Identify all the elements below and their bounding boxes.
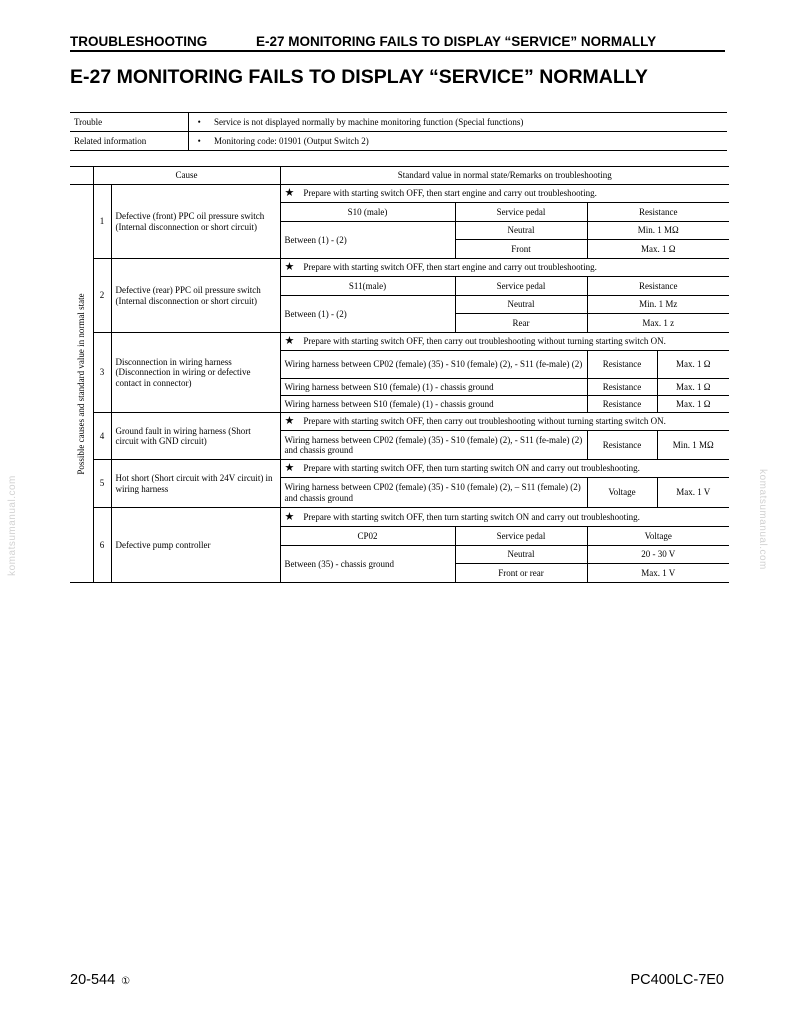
- table-row: [70, 259, 729, 277]
- standard-value: Max. 1 Ω: [657, 379, 729, 396]
- revision-mark: ①: [121, 976, 131, 987]
- info-row-related: [70, 132, 727, 151]
- cause-text: Defective pump controller: [111, 508, 280, 583]
- measure-type: Resistance: [587, 396, 657, 413]
- measure-point: Between (35) - chassis ground: [280, 546, 455, 583]
- header-title: E-27 MONITORING FAILS TO DISPLAY “SERVICE” NORMALLY: [256, 34, 657, 49]
- measure-header: Resistance: [587, 203, 729, 222]
- connector-header: CP02: [280, 527, 455, 546]
- cause-number: 4: [93, 413, 111, 460]
- table-row: [70, 413, 729, 431]
- condition: Rear: [455, 314, 587, 333]
- measure-header: Resistance: [587, 277, 729, 296]
- harness-description: Wiring harness between CP02 (female) (35) - S10 (female) (2), - S11 (fe-male) (2): [280, 351, 587, 379]
- table-header-row: [70, 167, 729, 185]
- standard-value: Max. 1 Ω: [657, 396, 729, 413]
- condition-header: Service pedal: [455, 203, 587, 222]
- page-title: E-27 MONITORING FAILS TO DISPLAY “SERVICE” NORMALLY: [70, 66, 648, 88]
- standard-value: Max. 1 z: [587, 314, 729, 333]
- bullet: •: [188, 113, 210, 132]
- info-label: Related information: [70, 132, 188, 151]
- star-icon: ★: [284, 462, 295, 475]
- header-section: TROUBLESHOOTING: [70, 34, 208, 49]
- note-row: [280, 460, 729, 478]
- harness-description: Wiring harness between S10 (female) (1) - chassis ground: [280, 379, 587, 396]
- standard-value: Max. 1 V: [587, 564, 729, 583]
- note-row: [280, 508, 729, 527]
- side-label: Possible causes and standard value in normal state: [70, 185, 93, 583]
- table-row: [70, 333, 729, 351]
- condition: Neutral: [455, 296, 587, 314]
- standard-value: Max. 1 Ω: [587, 240, 729, 259]
- star-icon: ★: [284, 415, 295, 428]
- standard-value: Min. 1 Mz: [587, 296, 729, 314]
- measure-point: Between (1) - (2): [280, 222, 455, 259]
- info-text: Service is not displayed normally by machine monitoring function (Special functions): [210, 113, 727, 132]
- measure-type: Voltage: [587, 478, 657, 508]
- info-text: Monitoring code: 01901 (Output Switch 2): [210, 132, 727, 151]
- info-table: [70, 112, 727, 151]
- condition: Neutral: [455, 222, 587, 240]
- measure-type: Resistance: [587, 351, 657, 379]
- cause-number: 6: [93, 508, 111, 583]
- star-icon: ★: [284, 510, 295, 523]
- cause-table: [70, 166, 729, 583]
- note-text: Prepare with starting switch OFF, then turn starting switch ON and carry out troubleshooting.: [303, 463, 640, 474]
- connector-header: S10 (male): [280, 203, 455, 222]
- cause-header: Cause: [93, 167, 280, 185]
- cause-number: 5: [93, 460, 111, 508]
- note-row: [280, 185, 729, 203]
- watermark: komatsumanual.com: [756, 469, 768, 570]
- harness-description: Wiring harness between CP02 (female) (35) - S10 (female) (2), - S11 (fe-male) (2) and chassis ground: [280, 431, 587, 460]
- note-text: Prepare with starting switch OFF, then carry out troubleshooting without turning starting switch ON.: [303, 416, 666, 427]
- table-row: [70, 185, 729, 203]
- star-icon: ★: [284, 261, 295, 274]
- info-label: Trouble: [70, 113, 188, 132]
- standard-value: 20 - 30 V: [587, 546, 729, 564]
- condition-header: Service pedal: [455, 527, 587, 546]
- measure-type: Resistance: [587, 379, 657, 396]
- watermark: komatsumanual.com: [6, 475, 18, 576]
- condition: Neutral: [455, 546, 587, 564]
- cause-text: Defective (front) PPC oil pressure switch (Internal disconnection or short circuit): [111, 185, 280, 259]
- cause-text: Defective (rear) PPC oil pressure switch (Internal disconnection or short circuit): [111, 259, 280, 333]
- note-text: Prepare with starting switch OFF, then start engine and carry out troubleshooting.: [303, 188, 597, 199]
- standard-value: Min. 1 MΩ: [657, 431, 729, 460]
- standard-value: Max. 1 Ω: [657, 351, 729, 379]
- cause-number: 2: [93, 259, 111, 333]
- cause-text: Disconnection in wiring harness (Disconnection in wiring or defective contact in connector): [111, 333, 280, 413]
- table-row: [70, 508, 729, 527]
- running-header: [70, 34, 725, 52]
- note-row: [280, 413, 729, 431]
- note-row: [280, 333, 729, 351]
- harness-description: Wiring harness between CP02 (female) (35) - S10 (female) (2), – S11 (female) (2) and chassis ground: [280, 478, 587, 508]
- standard-value: Max. 1 V: [657, 478, 729, 508]
- star-icon: ★: [284, 187, 295, 200]
- harness-description: Wiring harness between S10 (female) (1) - chassis ground: [280, 396, 587, 413]
- cause-text: Ground fault in wiring harness (Short circuit with GND circuit): [111, 413, 280, 460]
- note-row: [280, 259, 729, 277]
- condition: Front: [455, 240, 587, 259]
- cause-text: Hot short (Short circuit with 24V circuit) in wiring harness: [111, 460, 280, 508]
- standard-value: Min. 1 MΩ: [587, 222, 729, 240]
- info-row-trouble: [70, 113, 727, 132]
- footer-model: PC400LC-7E0: [630, 972, 724, 988]
- measure-header: Voltage: [587, 527, 729, 546]
- measure-point: Between (1) - (2): [280, 296, 455, 333]
- note-text: Prepare with starting switch OFF, then turn starting switch ON and carry out troubleshooting.: [303, 511, 640, 522]
- corner-cell: [70, 167, 93, 185]
- measure-type: Resistance: [587, 431, 657, 460]
- condition-header: Service pedal: [455, 277, 587, 296]
- star-icon: ★: [284, 335, 295, 348]
- condition: Front or rear: [455, 564, 587, 583]
- standard-header: Standard value in normal state/Remarks on troubleshooting: [280, 167, 729, 185]
- page-number: 20-544: [70, 972, 116, 988]
- cause-number: 1: [93, 185, 111, 259]
- table-row: [70, 460, 729, 478]
- cause-number: 3: [93, 333, 111, 413]
- note-text: Prepare with starting switch OFF, then start engine and carry out troubleshooting.: [303, 262, 597, 273]
- footer-page: [70, 972, 130, 988]
- note-text: Prepare with starting switch OFF, then carry out troubleshooting without turning starting switch ON.: [303, 336, 666, 347]
- connector-header: S11(male): [280, 277, 455, 296]
- bullet: •: [188, 132, 210, 151]
